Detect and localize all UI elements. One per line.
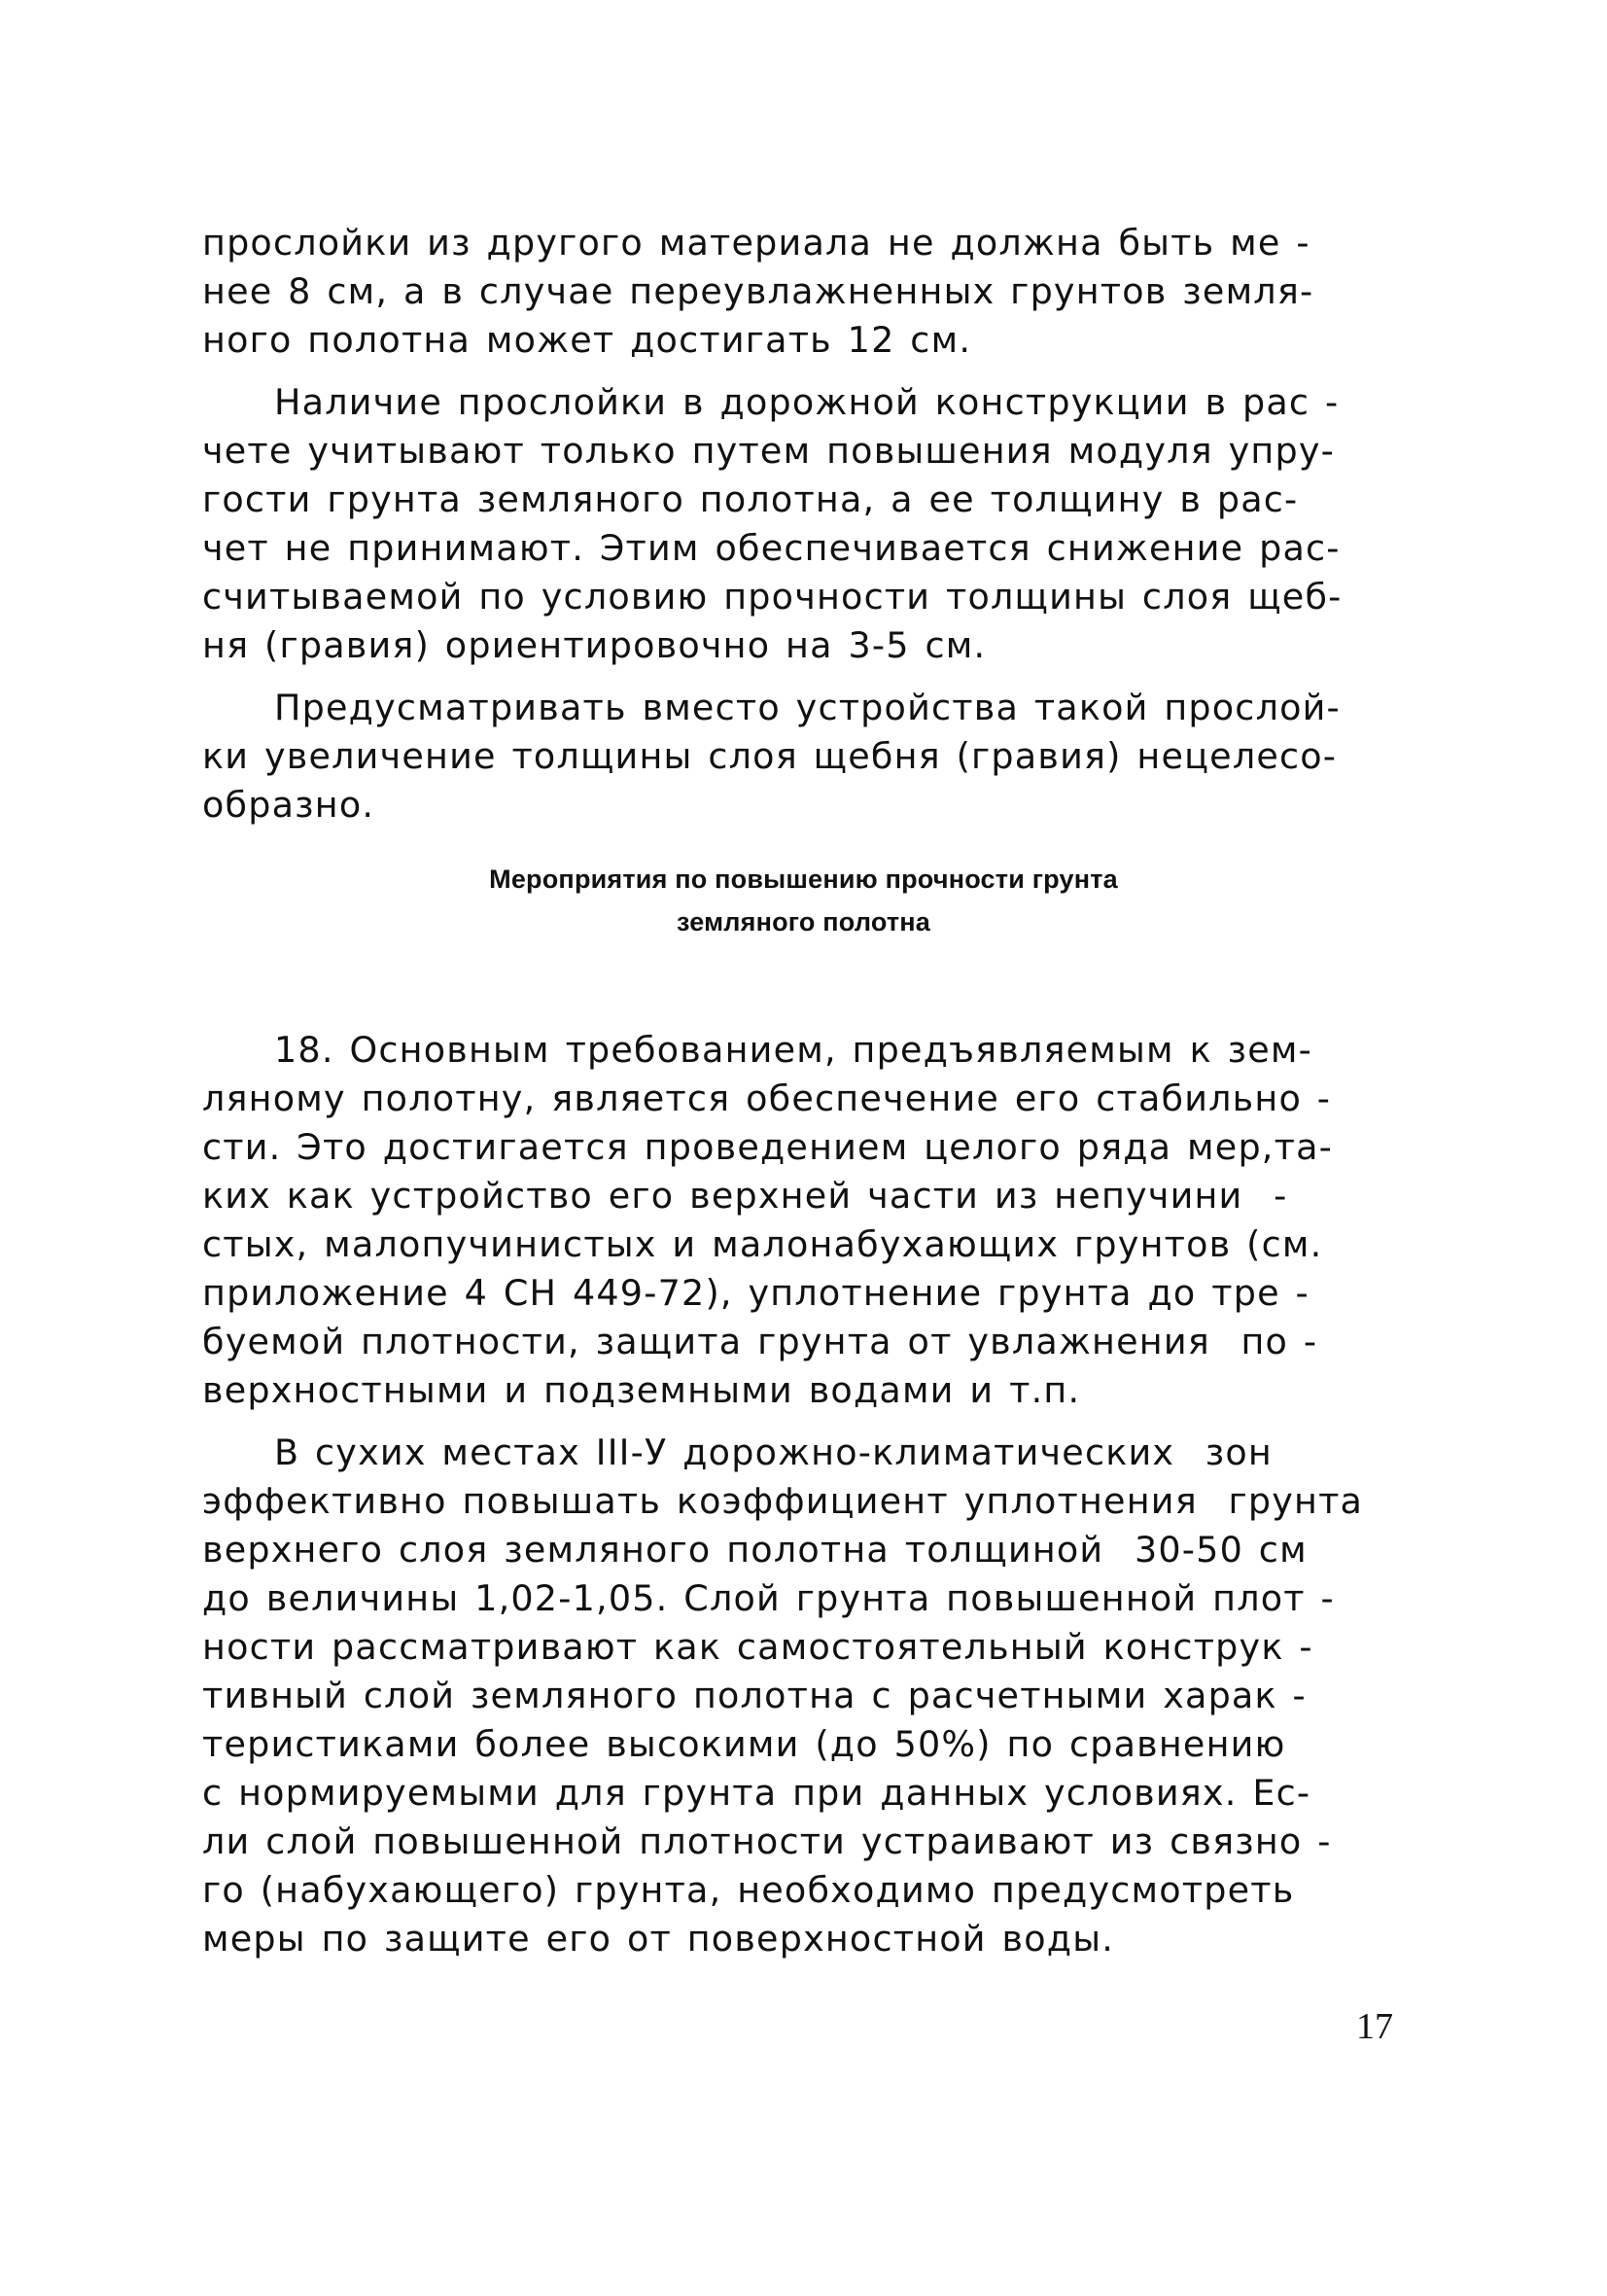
text-line: стых, малопучинистых и малонабухающих грунтов (см.	[202, 1223, 1323, 1265]
section-heading-line-1: Мероприятия по повышению прочности грунта	[489, 865, 1118, 894]
text-line: верхностными и подземными водами и т.п.	[202, 1369, 1081, 1411]
text-line: ли слой повышенной плотности устраивают из связно -	[202, 1820, 1332, 1862]
text-line: приложение 4 СН 449-72), уплотнение грунта до тре -	[202, 1272, 1310, 1314]
text-block-top	[202, 219, 1417, 830]
text-line: с нормируемыми для грунта при данных условиях. Ес-	[202, 1772, 1311, 1814]
text-line: ного полотна может достигать 12 см.	[202, 319, 972, 361]
text-line: ня (гравия) ориентировочно на 3-5 см.	[202, 624, 987, 666]
text-line: 18. Основным требованием, предъявляемым к зем-	[274, 1029, 1312, 1071]
text-line: прослойки из другого материала не должна быть ме -	[202, 222, 1310, 264]
section-heading	[0, 858, 1607, 943]
text-line: ких как устройство его верхней части из непучини -	[202, 1175, 1288, 1217]
paragraph-1	[202, 219, 1417, 365]
text-line: меры по защите его от поверхностной воды.	[202, 1918, 1115, 1960]
section-heading-line-2: земляного полотна	[677, 907, 930, 936]
text-line: сти. Это достигается проведением целого ряда мер,та-	[202, 1126, 1334, 1168]
paragraph-5	[202, 1429, 1417, 1963]
text-line: образно.	[202, 784, 375, 826]
text-line: В сухих местах III-У дорожно-климатических зон	[274, 1431, 1273, 1473]
text-line: верхнего слоя земляного полотна толщиной 30-50 см	[202, 1529, 1308, 1571]
text-line: ности рассматривают как самостоятельный конструк -	[202, 1626, 1313, 1668]
text-line: эффективно повышать коэффициент уплотнения грунта	[202, 1480, 1364, 1522]
text-line: тивный слой земляного полотна с расчетными харак -	[202, 1675, 1307, 1716]
text-line: го (набухающего) грунта, необходимо предусмотреть	[202, 1869, 1295, 1911]
text-line: ляному полотну, является обеспечение его стабильно -	[202, 1077, 1332, 1119]
paragraph-4	[202, 1026, 1417, 1415]
text-block-bottom	[202, 1026, 1417, 1963]
text-line: буемой плотности, защита грунта от увлажнения по -	[202, 1321, 1318, 1362]
text-line: до величины 1,02-1,05. Слой грунта повышенной плот -	[202, 1577, 1335, 1619]
paragraph-3	[202, 684, 1417, 830]
page-number: 17	[1356, 2006, 1393, 2047]
paragraph-2	[202, 378, 1417, 670]
text-line: Наличие прослойки в дорожной конструкции в рас -	[274, 381, 1340, 423]
text-line: чете учитывают только путем повышения модуля упру-	[202, 430, 1336, 472]
text-line: Предусматривать вместо устройства такой прослой-	[274, 687, 1341, 728]
text-line: ки увеличение толщины слоя щебня (гравия) нецелесо-	[202, 735, 1338, 777]
text-line: считываемой по условию прочности толщины слоя щеб-	[202, 576, 1343, 618]
text-line: гости грунта земляного полотна, а ее толщину в рас-	[202, 478, 1299, 520]
text-line: теристиками более высокими (до 50%) по сравнению	[202, 1723, 1286, 1765]
text-line: чет не принимают. Этим обеспечивается снижение рас-	[202, 527, 1341, 569]
text-line: нее 8 см, а в случае переувлажненных грунтов земля-	[202, 270, 1314, 312]
